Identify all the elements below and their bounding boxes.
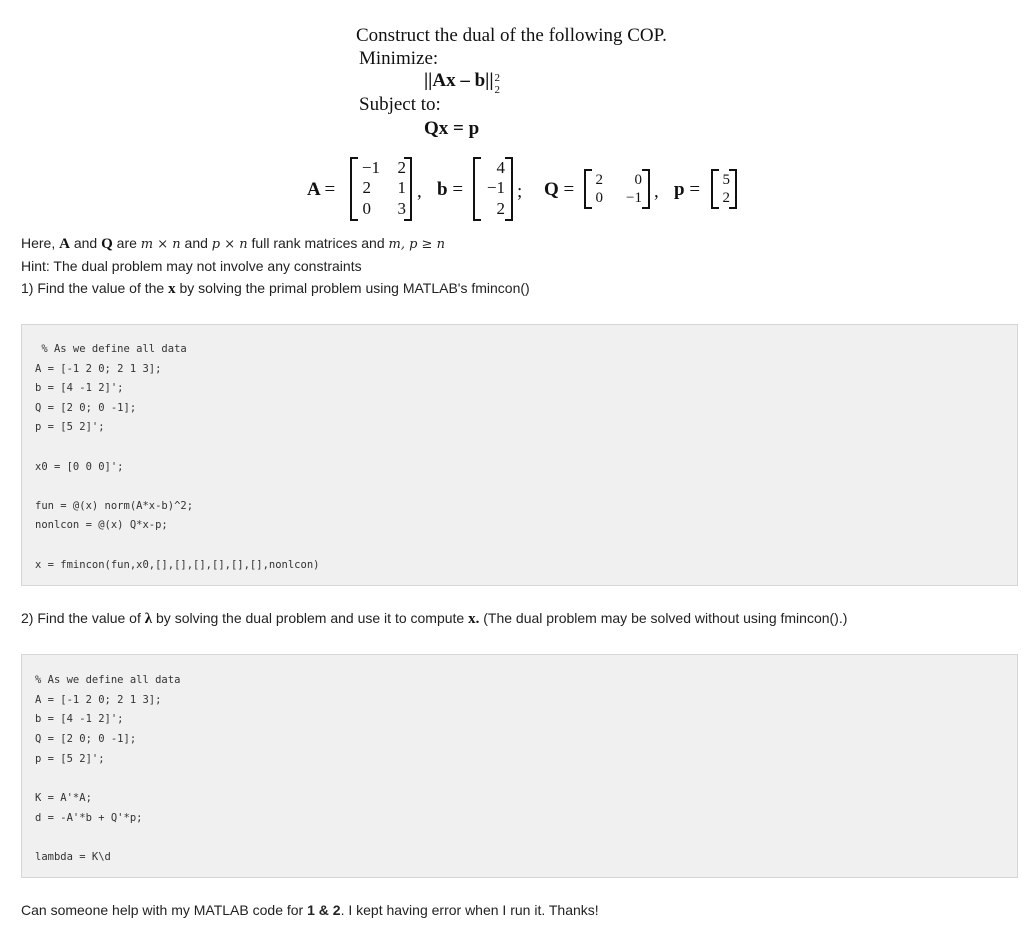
code-line xyxy=(35,536,319,556)
here-statement: Here, A and Q are m × n and p × n full rank matrices and m, p ≥ n xyxy=(21,235,445,252)
comma: , xyxy=(417,181,422,202)
vector-b-cell: −1 xyxy=(486,178,505,197)
code-line xyxy=(35,438,319,458)
objective-expression: ||Ax – b|| 2 2 xyxy=(424,70,503,92)
matrix-Q-cell: 2 xyxy=(595,172,603,188)
hint-text: Hint: The dual problem may not involve any constraints xyxy=(21,258,362,274)
comma: , xyxy=(654,181,659,202)
code-block-2-text xyxy=(35,671,180,868)
constraint-expression: Qx = p xyxy=(424,118,480,139)
vector-b-cell: 2 xyxy=(496,199,505,218)
code-line: K = A'*A; xyxy=(35,792,92,805)
code-line: A = [-1 2 0; 2 1 3]; xyxy=(35,362,162,375)
code-block-2[interactable] xyxy=(21,654,1018,878)
objective-sup: 2 xyxy=(494,72,501,84)
code-line xyxy=(35,477,319,497)
question-1: 1) Find the value of the x by solving the primal problem using MATLAB's fmincon() xyxy=(21,280,530,297)
code-line: A = [-1 2 0; 2 1 3]; xyxy=(35,693,162,706)
code-line: nonlcon = @(x) Q*x-p; xyxy=(35,519,168,532)
vector-b xyxy=(473,157,513,221)
matrix-A-cell: 0 xyxy=(362,199,371,218)
code-line: fun = @(x) norm(A*x-b)^2; xyxy=(35,499,194,512)
matrix-A-cell: 2 xyxy=(397,158,406,177)
matrix-Q xyxy=(584,169,650,209)
code-block-1-text xyxy=(35,340,319,575)
code-line: % As we define all data xyxy=(35,674,181,686)
matrix-A-cell: −1 xyxy=(361,158,380,177)
objective-sub: 2 xyxy=(494,84,501,96)
code-line: b = [4 -1 2]'; xyxy=(35,382,124,395)
matrix-Q-cell: −1 xyxy=(626,190,642,206)
question-2: 2) Find the value of λ by solving the dual problem and use it to compute x. (The dual problem may be solved without using fmincon().) xyxy=(21,610,848,627)
matrix-Q-label: Q = xyxy=(544,179,575,200)
code-line: lambda = K\d xyxy=(35,851,111,864)
code-line xyxy=(35,769,180,789)
matrix-b-label: b = xyxy=(437,179,464,200)
code-block-1[interactable] xyxy=(21,324,1018,586)
matrix-Q-cell: 0 xyxy=(595,190,603,206)
code-line: p = [5 2]'; xyxy=(35,752,105,765)
code-line: Q = [2 0; 0 -1]; xyxy=(35,733,137,746)
code-line: b = [4 -1 2]'; xyxy=(35,713,124,726)
vector-p xyxy=(711,169,737,209)
code-line: Q = [2 0; 0 -1]; xyxy=(35,401,137,414)
matrix-A-cell: 1 xyxy=(397,178,406,197)
vector-p-cell: 5 xyxy=(722,172,730,188)
matrix-A-cell: 2 xyxy=(362,178,371,197)
vector-b-cell: 4 xyxy=(496,158,505,177)
matrix-A-cell: 3 xyxy=(397,199,406,218)
matrix-A xyxy=(350,157,412,221)
minimize-label: Minimize: xyxy=(359,48,439,69)
problem-heading: Construct the dual of the following COP. xyxy=(356,25,667,46)
code-line: p = [5 2]'; xyxy=(35,421,105,434)
semicolon: ; xyxy=(517,181,523,202)
vector-p-label: p = xyxy=(674,179,701,200)
closing-question: Can someone help with my MATLAB code for 1 & 2. I kept having error when I run it. Thanks! xyxy=(21,902,599,918)
code-line: % As we define all data xyxy=(35,343,187,355)
matrix-Q-cell: 0 xyxy=(634,172,642,188)
matrix-A-label: A = xyxy=(307,179,336,200)
subject-to-label: Subject to: xyxy=(359,94,441,115)
code-line: x = fmincon(fun,x0,[],[],[],[],[],[],nonlcon) xyxy=(35,558,320,571)
code-line: d = -A'*b + Q'*p; xyxy=(35,811,143,824)
code-line: x0 = [0 0 0]'; xyxy=(35,460,124,473)
code-line xyxy=(35,829,180,849)
vector-p-cell: 2 xyxy=(722,190,730,206)
